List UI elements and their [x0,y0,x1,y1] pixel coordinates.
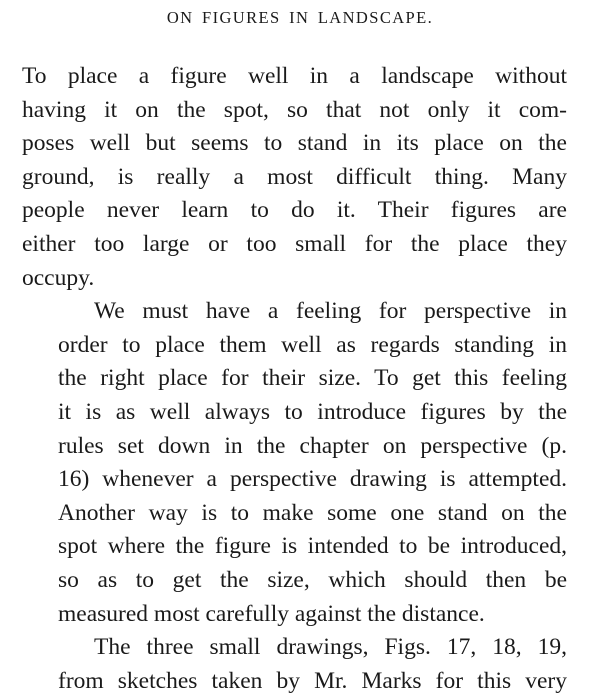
paragraph-2 [22,295,567,631]
text-line: Another way is to make some one stand on the [58,499,567,526]
text-line: it is as well always to introduce figures by the [58,398,567,425]
text-line: order to place them well as regards standing in [58,331,567,358]
text-line: 16) whenever a perspective drawing is attempted. [58,466,567,493]
running-head: ON FIGURES IN LANDSCAPE. [166,8,434,27]
text-line: We must have a feeling for perspective in [94,298,567,325]
text-line: ground, is really a most difficult thing. Many [22,163,567,190]
text-line: either too large or too small for the place they [22,230,567,257]
text-line: poses well but seems to stand in its place on the [22,130,567,157]
text-line: people never learn to do it. Their figures are [22,197,567,224]
text-line: from sketches taken by Mr. Marks for this very [58,667,567,694]
text-line: spot where the figure is intended to be introduced, [58,533,567,560]
text-line: rules set down in the chapter on perspective (p. [58,432,567,459]
paragraph-3 [22,631,567,698]
paragraph-1 [22,60,567,295]
body-text [22,60,567,698]
text-line: having it on the spot, so that not only it com- [22,96,567,123]
text-line: To place a figure well in a landscape without [22,63,567,89]
text-line: occupy. [22,264,95,291]
text-line: The three small drawings, Figs. 17, 18, 19, [94,634,567,661]
text-line: so as to get the size, which should then be [58,566,567,593]
text-line: the right place for their size. To get this feeling [58,365,567,392]
text-line: measured most carefully against the distance. [58,600,485,627]
